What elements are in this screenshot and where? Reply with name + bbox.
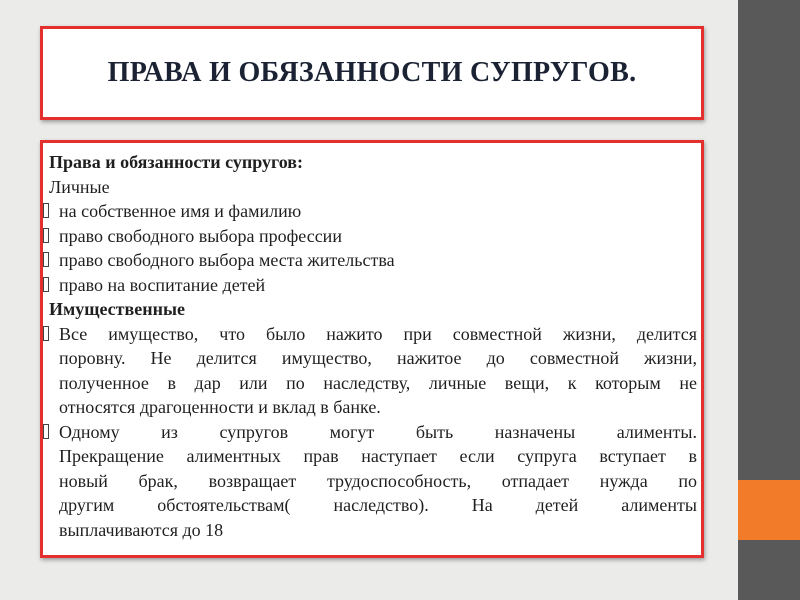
list-item <box>43 199 707 224</box>
bullet-icon <box>43 203 49 221</box>
bullet-icon <box>43 277 49 295</box>
paragraph-text <box>49 322 701 420</box>
decorative-accent-block <box>738 480 800 540</box>
list-item <box>43 224 707 249</box>
paragraph-line: поровну. Не делится имущество, нажитое до совместной жизни, <box>59 348 697 368</box>
paragraph-line: полученное в дар или по наследству, личные вещи, к которым не <box>59 372 697 393</box>
bullet-icon <box>43 228 49 246</box>
bullet-icon <box>43 326 49 344</box>
content-body <box>43 150 707 542</box>
list-item-text: право на воспитание детей <box>59 274 266 295</box>
slide-title: ПРАВА И ОБЯЗАННОСТИ СУПРУГОВ. <box>107 57 637 88</box>
paragraph-line: Одному из супругов могут быть назначены алименты. <box>59 421 697 442</box>
content-heading: Права и обязанности супругов: <box>49 152 303 172</box>
content-box <box>40 140 704 558</box>
list-item <box>43 248 707 273</box>
bullet-icon <box>43 424 49 442</box>
paragraph-line: новый брак, возвращает трудоспособность, отпадает нужда по <box>59 470 697 491</box>
list-item-text: право свободного выбора места жительства <box>59 250 395 270</box>
paragraph-line: Прекращение алиментных прав наступает если супруга вступает в <box>59 446 697 466</box>
list-item <box>43 273 707 298</box>
property-paragraph-1 <box>43 322 707 420</box>
paragraph-line: выплачиваются до 18 <box>59 519 224 540</box>
personal-rights-label: Личные <box>49 176 110 197</box>
list-item-text: право свободного выбора профессии <box>59 225 342 246</box>
paragraph-line: другим обстоятельствам( наследство). На детей алименты <box>59 495 697 515</box>
paragraph-line: Все имущество, что было нажито при совместной жизни, делится <box>59 323 697 344</box>
property-paragraph-2 <box>43 420 707 543</box>
paragraph-line: относятся драгоценности и вклад в банке. <box>59 397 381 417</box>
property-rights-label: Имущественные <box>49 299 185 319</box>
list-item-text: на собственное имя и фамилию <box>59 201 302 221</box>
paragraph-text <box>49 420 701 543</box>
title-box <box>40 26 704 120</box>
bullet-icon <box>43 252 49 270</box>
